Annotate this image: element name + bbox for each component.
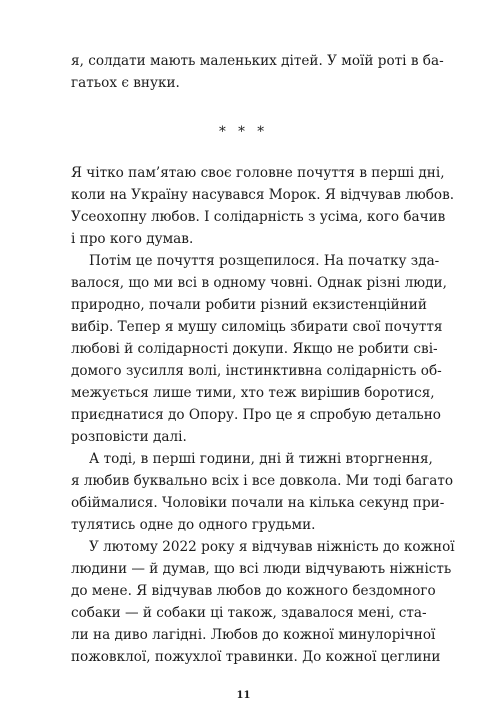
text-line: обіймалися. Чоловіки почали на кілька секунд при- (71, 495, 445, 511)
text-line: У лютому 2022 року я відчував ніжність до кожної (89, 539, 455, 555)
text-line: людини — й думав, що всі люди відчувають ніжність (71, 561, 452, 577)
text-line: домого зусилля волі, інстинктивна солідарність об- (71, 363, 442, 379)
text-line: Потім це почуття розщепилося. На початку зда- (89, 253, 440, 269)
text-line: я, солдати мають маленьких дітей. У моїй роті в ба- (71, 53, 444, 69)
text-line: розповісти далі. (71, 429, 187, 445)
text-line: пожовклої, пожухлої травинки. До кожної цеглини (71, 649, 441, 665)
text-line: до мене. Я відчував любов до кожного бездомного (71, 583, 436, 599)
text-line: А тоді, в перші години, дні й тижні вторгнення, (89, 451, 433, 467)
text-line: Я чітко пам’ятаю своє головне почуття в перші дні, (71, 165, 445, 181)
text-line: коли на Україну насувався Морок. Я відчував любов. (71, 187, 455, 203)
text-line: ли на диво лагідні. Любов до кожної минулорічної (71, 627, 436, 643)
text-line: і про кого думав. (71, 231, 194, 247)
text-line: собаки — й собаки ці також, здавалося мені, ста- (71, 605, 427, 621)
text-line: вибір. Тепер я мушу силоміць збирати свої почуття (71, 319, 443, 335)
text-line: межується лише тими, хто теж вирішив боротися, (71, 385, 435, 401)
text-line: гатьох є внуки. (71, 75, 180, 91)
text-line: тулятись одне до одного грудьми. (71, 517, 316, 533)
page-number: 11 (236, 690, 251, 701)
text-line: приєднатися до Опору. Про це я спробую детально (71, 407, 441, 423)
text-line: валося, що ми всі в одному човні. Однак різні люди, (71, 275, 447, 291)
text-line: я любив буквально всіх і все довкола. Ми тоді багато (71, 473, 454, 489)
text-line: любові й солідарності докупи. Якщо не робити сві- (71, 341, 438, 357)
text-line: природно, почали робити різний екзистенційний (71, 297, 427, 313)
text-line: Усеохопну любов. І солідарність з усіма, кого бачив (71, 209, 446, 225)
section-separator: * * * (218, 124, 269, 140)
